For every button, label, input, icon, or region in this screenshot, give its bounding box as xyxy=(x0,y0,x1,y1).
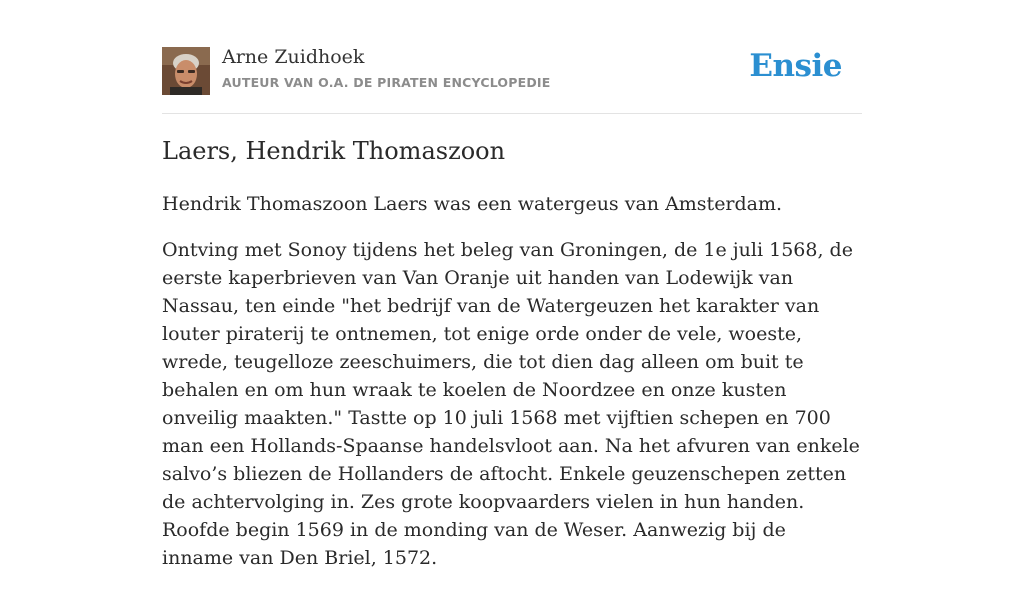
avatar-photo xyxy=(162,47,210,95)
article-body xyxy=(162,190,862,590)
author-avatar[interactable] xyxy=(162,47,210,95)
article-paragraph: Hendrik Thomaszoon Laers was een watergeus van Amsterdam. xyxy=(162,193,783,215)
article-paragraph: Ontving met Sonoy tijdens het beleg van Groningen, de 1e juli 1568, de eerste kaperbrieven van Van Oranje uit handen van Lodewijk van Nassau, ten einde "het bedrijf van de Watergeuzen het karakter van louter piraterij te ontnemen, tot enige orde onder de vele, woeste, wrede, teugelloze zeeschuimers, die tot dien dag alleen om buit te behalen en om hun wraak te koelen de Noordzee en onze kusten onveilig maakten." Tastte op 10 juli 1568 met vijftien schepen en 700 man een Hollands-Spaanse handelsvloot aan. Na het afvuren van enkele salvo’s bliezen de Hollanders de aftocht. Enkele geuzenschepen zetten de achtervolging in. Zes grote koopvaarders vielen in hun handen. Roofde begin 1569 in de monding van de Weser. Aanwezig bij de inname van Den Briel, 1572. xyxy=(162,239,860,569)
author-name[interactable]: Arne Zuidhoek xyxy=(222,46,365,68)
article-title: Laers, Hendrik Thomaszoon xyxy=(162,137,506,165)
ensie-logo[interactable]: Ensie xyxy=(749,48,842,84)
header-divider xyxy=(162,113,862,114)
author-subtitle: AUTEUR VAN O.A. DE PIRATEN ENCYCLOPEDIE xyxy=(222,75,551,90)
author-header xyxy=(162,46,862,96)
